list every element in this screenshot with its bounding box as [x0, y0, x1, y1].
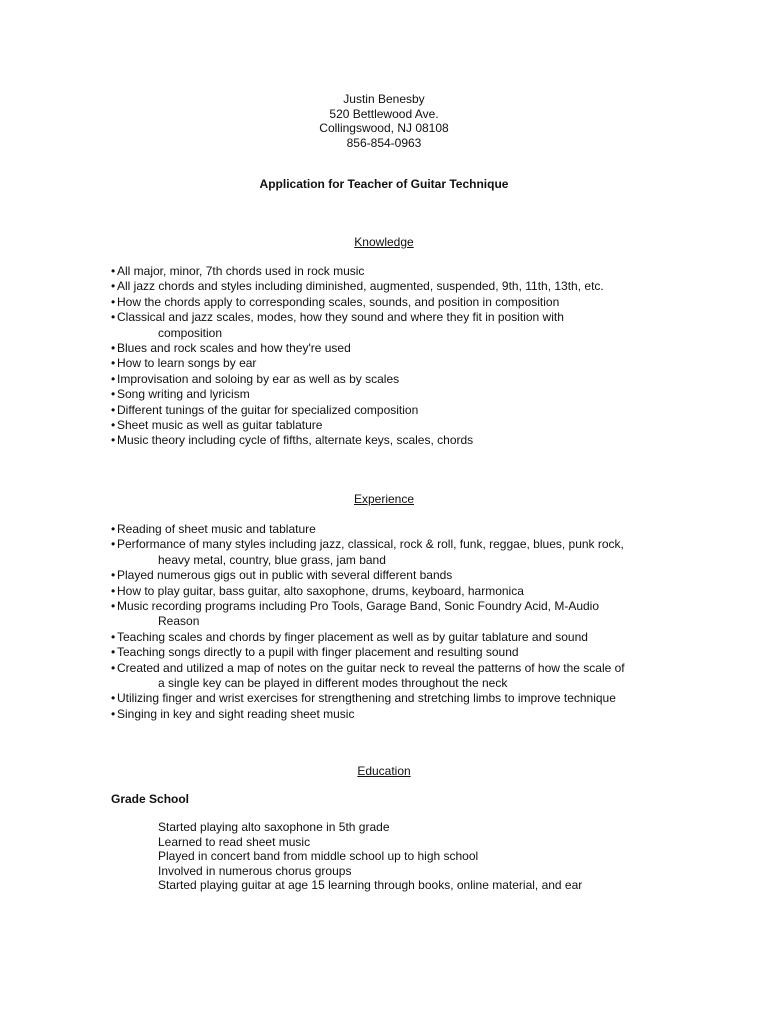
list-item — [111, 522, 671, 537]
list-item-text: Music theory including cycle of fifths, alternate keys, scales, chords — [117, 433, 474, 448]
knowledge-list — [111, 264, 671, 449]
education-list — [158, 820, 582, 893]
bullet-icon: • — [111, 660, 116, 675]
list-item — [111, 599, 671, 630]
list-item-continuation: heavy metal, country, blue grass, jam band — [158, 552, 386, 567]
list-item-text: All jazz chords and styles including diminished, augmented, suspended, 9th, 11th, 13th, etc. — [117, 279, 604, 294]
list-item-continuation: a single key can be played in different modes throughout the neck — [158, 676, 508, 691]
list-item-text: How to play guitar, bass guitar, alto saxophone, drums, keyboard, harmonica — [117, 583, 524, 598]
list-item-text: How to learn songs by ear — [117, 356, 257, 371]
list-item — [111, 630, 671, 645]
applicant-name: Justin Benesby — [343, 92, 425, 106]
list-item: Involved in numerous chorus groups — [158, 863, 352, 878]
list-item-text: Sheet music as well as guitar tablature — [117, 418, 323, 433]
bullet-icon: • — [111, 356, 116, 371]
list-item — [111, 356, 671, 371]
bullet-icon: • — [111, 371, 116, 386]
list-item-text: Blues and rock scales and how they're used — [117, 341, 351, 356]
contact-header — [0, 92, 768, 150]
education-heading: Education — [357, 764, 411, 778]
list-item-text: Song writing and lyricism — [117, 387, 250, 402]
list-item-text: All major, minor, 7th chords used in rock music — [117, 264, 365, 278]
list-item: Started playing alto saxophone in 5th grade — [158, 820, 390, 834]
list-item — [111, 403, 671, 418]
list-item-text: How the chords apply to corresponding scales, sounds, and position in composition — [117, 294, 560, 309]
bullet-icon: • — [111, 387, 116, 402]
list-item-text: Classical and jazz scales, modes, how they sound and where they fit in position with — [117, 310, 564, 325]
list-item-text: Performance of many styles including jazz, classical, rock & roll, funk, reggae, blues, punk rock, — [117, 537, 624, 552]
city-state-zip: Collingswood, NJ 08108 — [319, 121, 449, 135]
list-item — [111, 691, 671, 706]
knowledge-heading: Knowledge — [354, 235, 414, 249]
list-item-continuation: Reason — [158, 614, 200, 629]
list-item-text: Different tunings of the guitar for specialized composition — [117, 402, 419, 417]
bullet-icon: • — [111, 418, 116, 433]
bullet-icon: • — [111, 264, 116, 278]
experience-heading: Experience — [353, 492, 415, 506]
experience-list — [111, 522, 671, 722]
list-item — [111, 418, 671, 433]
list-item — [111, 433, 671, 448]
street-address: 520 Bettlewood Ave. — [329, 106, 439, 121]
list-item — [111, 372, 671, 387]
list-item-text: Utilizing finger and wrist exercises for strengthening and stretching limbs to improve technique — [117, 691, 616, 706]
list-item — [111, 279, 671, 294]
bullet-icon: • — [111, 294, 116, 309]
bullet-icon: • — [111, 522, 116, 536]
list-item — [111, 295, 671, 310]
list-item-text: Singing in key and sight reading sheet music — [117, 706, 355, 721]
phone-number: 856-854-0963 — [346, 135, 422, 150]
list-item: Played in concert band from middle school up to high school — [158, 849, 479, 864]
document-title: Application for Teacher of Guitar Technique — [259, 177, 509, 191]
bullet-icon: • — [111, 691, 116, 706]
list-item — [111, 584, 671, 599]
bullet-icon: • — [111, 402, 116, 417]
grade-school-subheading: Grade School — [111, 792, 190, 806]
list-item — [111, 264, 671, 279]
bullet-icon: • — [111, 583, 116, 598]
list-item-continuation: composition — [158, 325, 223, 340]
list-item — [111, 661, 671, 692]
bullet-icon: • — [111, 645, 116, 660]
bullet-icon: • — [111, 706, 116, 721]
bullet-icon: • — [111, 279, 116, 294]
list-item-text: Created and utilized a map of notes on the guitar neck to reveal the patterns of how the scale of — [117, 660, 625, 675]
list-item-text: Teaching scales and chords by finger placement as well as by guitar tablature and sound — [117, 629, 588, 644]
bullet-icon: • — [111, 310, 116, 325]
list-item-text: Teaching songs directly to a pupil with finger placement and resulting sound — [117, 645, 519, 660]
list-item — [111, 568, 671, 583]
bullet-icon: • — [111, 568, 116, 583]
bullet-icon: • — [111, 433, 116, 448]
list-item — [111, 537, 671, 568]
bullet-icon: • — [111, 629, 116, 644]
list-item: Learned to read sheet music — [158, 834, 311, 849]
list-item-text: Played numerous gigs out in public with several different bands — [117, 568, 453, 583]
list-item-text: Reading of sheet music and tablature — [117, 522, 316, 536]
list-item-text: Music recording programs including Pro Tools, Garage Band, Sonic Foundry Acid, M-Audio — [117, 599, 600, 614]
bullet-icon: • — [111, 537, 116, 552]
bullet-icon: • — [111, 599, 116, 614]
list-item — [111, 707, 671, 722]
list-item: Started playing guitar at age 15 learning through books, online material, and ear — [158, 878, 583, 893]
list-item-text: Improvisation and soloing by ear as well as by scales — [117, 371, 400, 386]
bullet-icon: • — [111, 341, 116, 356]
list-item — [111, 310, 671, 341]
list-item — [111, 341, 671, 356]
list-item — [111, 645, 671, 660]
list-item — [111, 387, 671, 402]
